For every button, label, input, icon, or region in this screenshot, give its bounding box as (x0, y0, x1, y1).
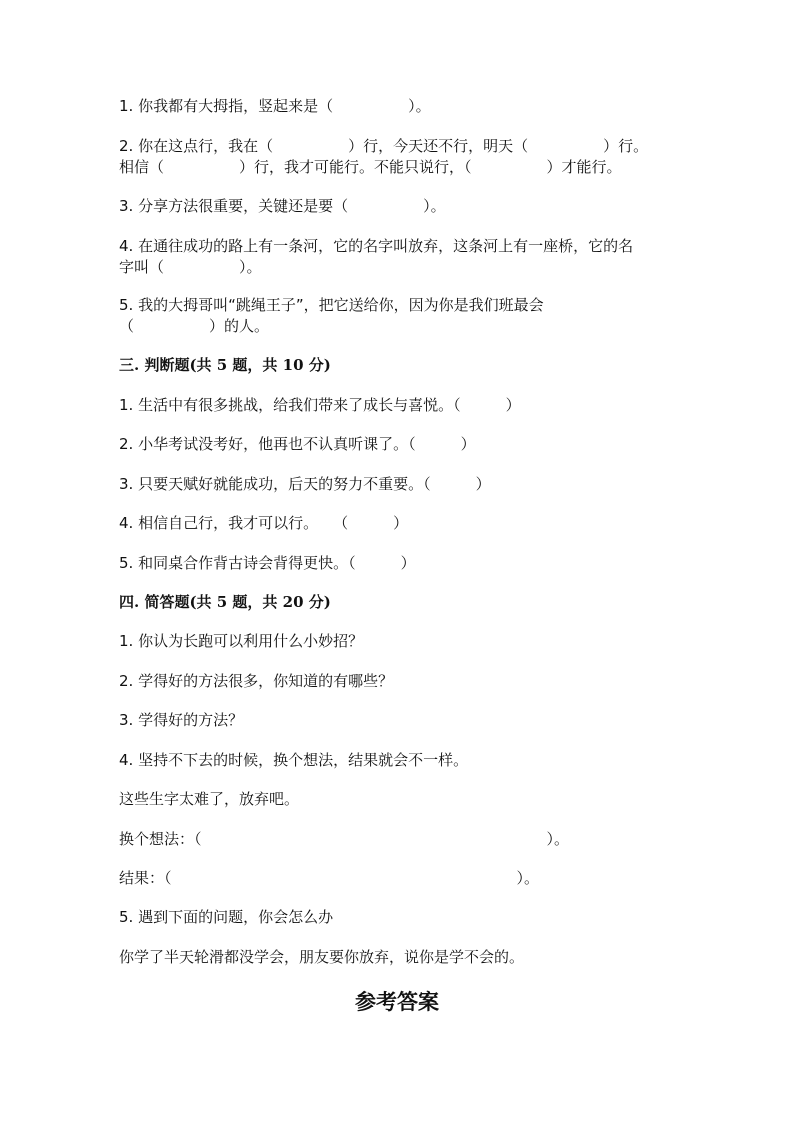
short-q2: 2. 学得好的方法很多，你知道的有哪些？ (119, 672, 394, 690)
fill-q5-line2: （ ）的人。 (119, 317, 270, 335)
answers-title: 参考答案 (355, 989, 439, 1014)
fill-q2-line1: 2. 你在这点行，我在（ ）行，今天还不行，明天（ ）行。 (119, 137, 649, 155)
short-q4-alt: 换个想法：（ ）。 (119, 830, 570, 848)
short-q1: 1. 你认为长跑可以利用什么小妙招？ (119, 632, 364, 650)
short-q4-result: 结果：（ ）。 (119, 869, 540, 887)
short-q4: 4. 坚持不下去的时候，换个想法，结果就会不一样。 (119, 751, 469, 769)
judge-q2: 2. 小华考试没考好，他再也不认真听课了。（ ） (119, 435, 476, 453)
fill-q1: 1. 你我都有大拇指，竖起来是（ ）。 (119, 97, 431, 115)
judge-q3: 3. 只要天赋好就能成功，后天的努力不重要。（ ） (119, 475, 491, 493)
short-q4-sentence: 这些生字太难了，放弃吧。 (119, 790, 300, 808)
judge-q5: 5. 和同桌合作背古诗会背得更快。（ ） (119, 554, 416, 572)
fill-q3: 3. 分享方法很重要，关键还是要（ ）。 (119, 197, 446, 215)
fill-q2-line2: 相信（ ）行，我才可能行。不能只说行，（ ）才能行。 (119, 158, 622, 176)
fill-q5-line1: 5. 我的大拇哥叫“跳绳王子”，把它送给你，因为你是我们班最会 (119, 296, 544, 314)
short-q3: 3. 学得好的方法？ (119, 711, 244, 729)
fill-q4-line2: 字叫（ ）。 (119, 258, 262, 276)
short-answer-heading: 四. 简答题(共 5 题，共 20 分) (119, 593, 331, 611)
judge-heading: 三. 判断题(共 5 题，共 10 分) (119, 356, 331, 374)
fill-q4-line1: 4. 在通往成功的路上有一条河，它的名字叫放弃，这条河上有一座桥，它的名 (119, 237, 634, 255)
judge-q4: 4. 相信自己行，我才可以行。 （ ） (119, 514, 409, 532)
short-q5-scenario: 你学了半天轮滑都没学会，朋友要你放弃，说你是学不会的。 (119, 948, 525, 966)
short-q5: 5. 遇到下面的问题，你会怎么办 (119, 908, 334, 926)
judge-q1: 1. 生活中有很多挑战，给我们带来了成长与喜悦。（ ） (119, 396, 521, 414)
